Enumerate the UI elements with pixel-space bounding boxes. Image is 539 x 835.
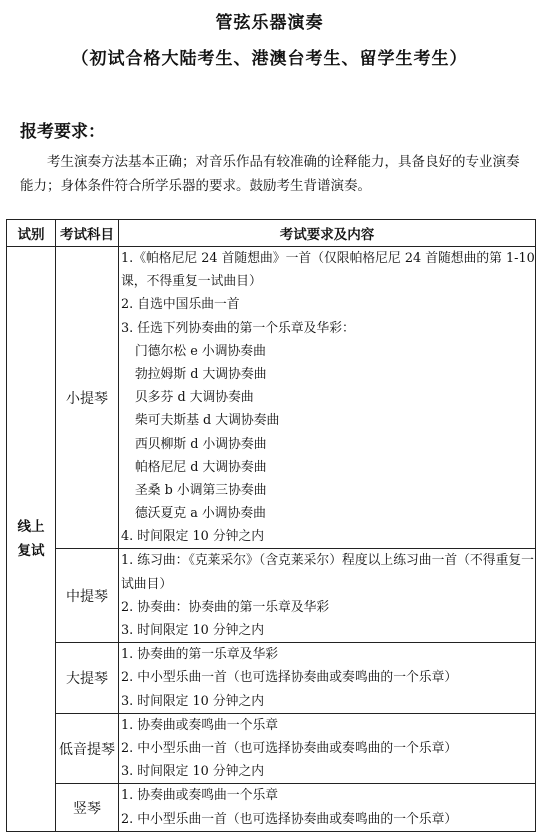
requirement-line: 3. 时间限定 10 分钟之内 (121, 693, 265, 709)
requirement-line: 2. 协奏曲：协奏曲的第一乐章及华彩 (121, 599, 330, 615)
requirement-line: 1. 协奏曲或奏鸣曲一个乐章 (121, 788, 279, 804)
requirement-line: 1.《帕格尼尼 24 首随想曲》一首（仅限帕格尼尼 24 首随想曲的第 1-10 课，不得重复一试曲目） (121, 251, 535, 290)
subject-cell: 低音提琴 (56, 713, 119, 784)
requirement-line: 1. 协奏曲或奏鸣曲一个乐章 (121, 717, 279, 733)
requirement-line: 1. 协奏曲的第一乐章及华彩 (121, 647, 279, 663)
header-requirements: 考试要求及内容 (119, 220, 536, 247)
requirements-table (6, 219, 536, 832)
round-cell (7, 247, 56, 832)
requirement-line: 柴可夫斯基 d 大调协奏曲 (135, 413, 280, 429)
requirement-line: 2. 中小型乐曲一首（也可选择协奏曲或奏鸣曲的一个乐章） (121, 811, 458, 827)
requirement-line: 2. 自选中国乐曲一首 (121, 297, 240, 313)
requirement-line: 门德尔松 e 小调协奏曲 (135, 343, 266, 359)
requirements-cell (119, 784, 536, 831)
requirements-cell (119, 247, 536, 549)
requirement-line: 勃拉姆斯 d 大调协奏曲 (135, 366, 267, 382)
round-label: 线上复试 (17, 518, 45, 559)
table-row (7, 549, 536, 643)
requirement-line: 帕格尼尼 d 大调协奏曲 (135, 459, 267, 475)
subject-cell: 大提琴 (56, 643, 119, 714)
requirement-line: 3. 时间限定 10 分钟之内 (121, 623, 265, 639)
requirement-line: 2. 中小型乐曲一首（也可选择协奏曲或奏鸣曲的一个乐章） (121, 670, 458, 686)
header-subject: 考试科目 (56, 220, 119, 247)
intro-paragraph: 考生演奏方法基本正确；对音乐作品有较准确的诠释能力，具备良好的专业演奏能力；身体条件符合所学乐器的要求。鼓励考生背谱演奏。 (20, 154, 520, 194)
subject-cell: 竖琴 (56, 784, 119, 831)
requirements-cell (119, 549, 536, 643)
requirement-line: 德沃夏克 a 小调协奏曲 (135, 506, 266, 522)
requirement-line: 4. 时间限定 10 分钟之内 (121, 529, 265, 545)
requirements-cell (119, 643, 536, 714)
table-row (7, 784, 536, 831)
table-row (7, 643, 536, 714)
requirement-line: 3. 任选下列协奏曲的第一个乐章及华彩： (121, 320, 355, 336)
table-header-row (7, 220, 536, 247)
requirement-line: 2. 中小型乐曲一首（也可选择协奏曲或奏鸣曲的一个乐章） (121, 741, 458, 756)
table-row (7, 247, 536, 549)
requirement-line: 西贝柳斯 d 小调协奏曲 (135, 436, 267, 452)
requirements-cell (119, 713, 536, 784)
section-heading: 报考要求： (20, 122, 105, 142)
subject-cell: 中提琴 (56, 549, 119, 643)
page-title: 管弦乐器演奏 (215, 13, 324, 33)
requirement-line: 3. 时间限定 10 分钟之内 (121, 764, 265, 780)
table-row (7, 713, 536, 784)
requirement-line: 1. 练习曲：《克莱采尔》（含克莱采尔）程度以上练习曲一首（不得重复一试曲目） (121, 553, 534, 592)
subject-cell: 小提琴 (56, 247, 119, 549)
header-round: 试别 (7, 220, 56, 247)
requirement-line: 圣桑 b 小调第三协奏曲 (135, 482, 267, 498)
requirement-line: 贝多芬 d 大调协奏曲 (135, 390, 254, 406)
page-subtitle: （初试合格大陆考生、港澳台考生、留学生考生） (71, 49, 468, 69)
